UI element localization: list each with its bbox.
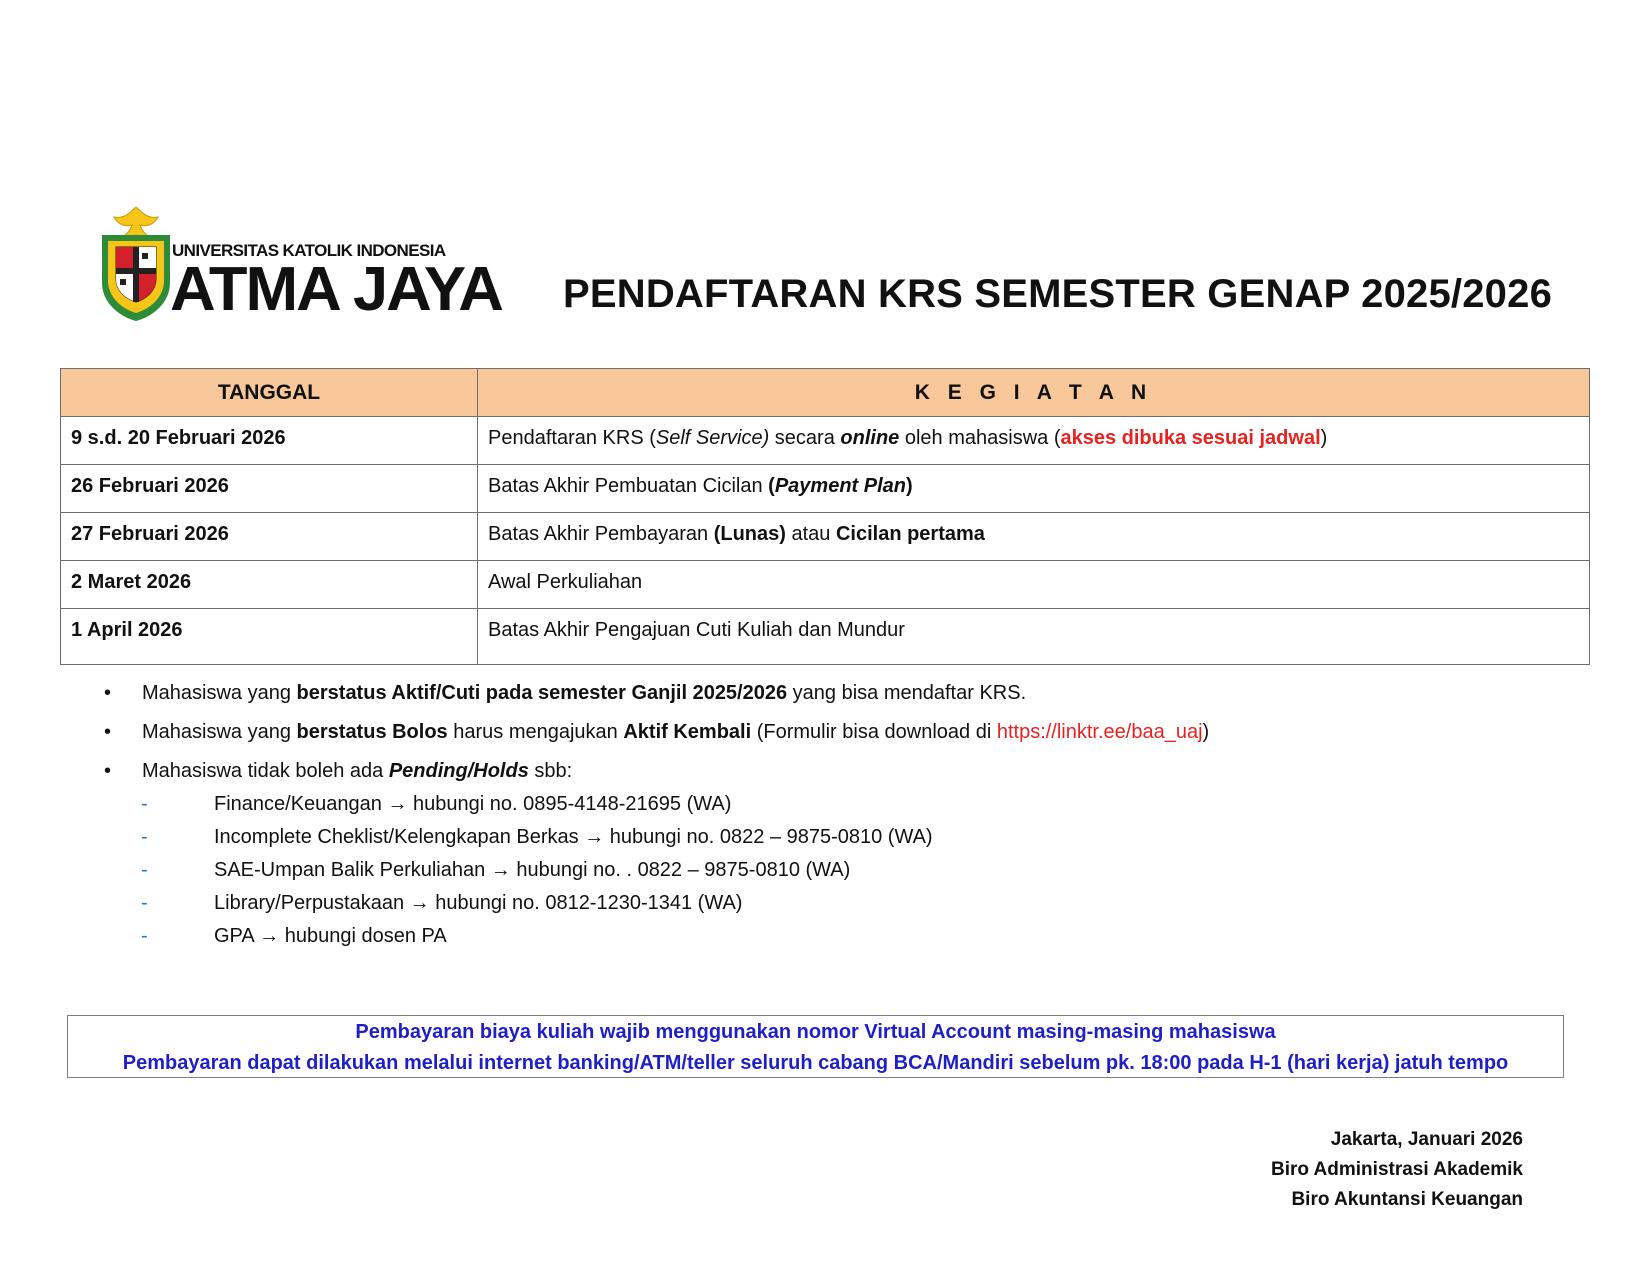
activity-bold-italic: online bbox=[840, 427, 900, 449]
note-bold: berstatus Bolos bbox=[296, 721, 448, 743]
activity-bold-italic: Payment Plan bbox=[774, 475, 906, 497]
hold-contact: GPA → hubungi dosen PA bbox=[214, 925, 447, 947]
note-bold: Aktif Kembali bbox=[623, 721, 752, 743]
university-name: UNIVERSITAS KATOLIK INDONESIA bbox=[172, 241, 446, 260]
activity-bold: Cicilan pertama bbox=[835, 523, 985, 545]
table-row bbox=[61, 513, 1590, 561]
dash-marker: - bbox=[141, 925, 148, 947]
row-date: 1 April 2026 bbox=[61, 609, 478, 665]
dash-marker: - bbox=[141, 826, 148, 848]
table-row bbox=[61, 417, 1590, 465]
payment-notice-box bbox=[67, 1015, 1564, 1078]
hold-contact: Finance/Keuangan → hubungi no. 0895-4148-21695 (WA) bbox=[214, 793, 732, 815]
note-bold: berstatus Aktif/Cuti pada semester Ganjil 2025/2026 bbox=[296, 682, 788, 704]
page-title: PENDAFTARAN KRS SEMESTER GENAP 2025/2026 bbox=[563, 272, 1553, 316]
dash-marker: - bbox=[141, 793, 148, 815]
note-text: Mahasiswa yang bbox=[142, 682, 297, 704]
note-bold-italic: Pending/Holds bbox=[388, 760, 529, 782]
activity-text: oleh mahasiswa ( bbox=[899, 427, 1061, 449]
table-row bbox=[61, 561, 1590, 609]
row-date: 2 Maret 2026 bbox=[61, 561, 478, 609]
row-activity bbox=[478, 513, 1590, 561]
row-activity bbox=[478, 417, 1590, 465]
payment-line-1: Pembayaran biaya kuliah wajib menggunakan nomor Virtual Account masing-masing mahasiswa bbox=[355, 1021, 1276, 1043]
dash-marker: - bbox=[141, 859, 148, 881]
activity-text: Batas Akhir Pembuatan Cicilan bbox=[488, 475, 769, 497]
signature-org: Biro Akuntansi Keuangan bbox=[1291, 1189, 1523, 1210]
note-text: (Formulir bisa download di bbox=[751, 721, 997, 743]
row-activity bbox=[478, 465, 1590, 513]
header-activity: K E G I A T A N bbox=[478, 369, 1590, 417]
activity-bold: ( bbox=[768, 475, 775, 497]
atma-jaya-seal-icon bbox=[100, 205, 172, 323]
activity-text: ) bbox=[1320, 427, 1328, 449]
form-download-link[interactable]: https://linktr.ee/baa_uaj bbox=[996, 721, 1203, 743]
activity-italic: Self Service) bbox=[655, 427, 770, 449]
dash-marker: - bbox=[141, 892, 148, 914]
hold-contact: SAE-Umpan Balik Perkuliahan → hubungi no. . 0822 – 9875-0810 (WA) bbox=[214, 859, 851, 881]
activity-text: atau bbox=[785, 523, 836, 545]
schedule-table bbox=[60, 368, 1590, 665]
activity-highlight: akses dibuka sesuai jadwal bbox=[1060, 427, 1321, 449]
note-text: Mahasiswa tidak boleh ada bbox=[142, 760, 389, 782]
signature-block bbox=[1271, 1125, 1523, 1215]
hold-contact: Library/Perpustakaan → hubungi no. 0812-1230-1341 (WA) bbox=[214, 892, 743, 914]
note-text: Mahasiswa yang bbox=[142, 721, 297, 743]
row-date: 9 s.d. 20 Februari 2026 bbox=[61, 417, 478, 465]
header-date: TANGGAL bbox=[61, 369, 478, 417]
activity-bold: (Lunas) bbox=[713, 523, 786, 545]
row-date: 26 Februari 2026 bbox=[61, 465, 478, 513]
note-text: ) bbox=[1202, 721, 1210, 743]
note-text: yang bisa mendaftar KRS. bbox=[787, 682, 1027, 704]
bullet-marker: • bbox=[104, 682, 112, 704]
activity-bold: ) bbox=[906, 475, 913, 497]
activity-text: Pendaftaran KRS ( bbox=[488, 427, 656, 449]
activity-text: Batas Akhir Pembayaran bbox=[488, 523, 714, 545]
activity-text: secara bbox=[769, 427, 841, 449]
note-text: harus mengajukan bbox=[447, 721, 624, 743]
row-activity: Awal Perkuliahan bbox=[478, 561, 1590, 609]
hold-contact: Incomplete Cheklist/Kelengkapan Berkas → hubungi no. 0822 – 9875-0810 (WA) bbox=[214, 826, 933, 848]
payment-line-2: Pembayaran dapat dilakukan melalui internet banking/ATM/teller seluruh cabang BCA/Mandiri sebelum pk. 18:00 pada H-1 (hari kerja) jatuh tempo bbox=[122, 1052, 1509, 1074]
bullet-marker: • bbox=[104, 721, 112, 743]
note-text: sbb: bbox=[528, 760, 573, 782]
signature-org: Biro Administrasi Akademik bbox=[1270, 1159, 1523, 1180]
signature-place-date: Jakarta, Januari 2026 bbox=[1330, 1129, 1523, 1150]
row-activity: Batas Akhir Pengajuan Cuti Kuliah dan Mundur bbox=[478, 609, 1590, 665]
brand-name: ATMA JAYA bbox=[170, 255, 502, 324]
row-date: 27 Februari 2026 bbox=[61, 513, 478, 561]
table-header-row bbox=[61, 369, 1590, 417]
bullet-marker: • bbox=[104, 760, 112, 782]
university-logo bbox=[100, 205, 502, 324]
table-row bbox=[61, 609, 1590, 665]
table-row bbox=[61, 465, 1590, 513]
